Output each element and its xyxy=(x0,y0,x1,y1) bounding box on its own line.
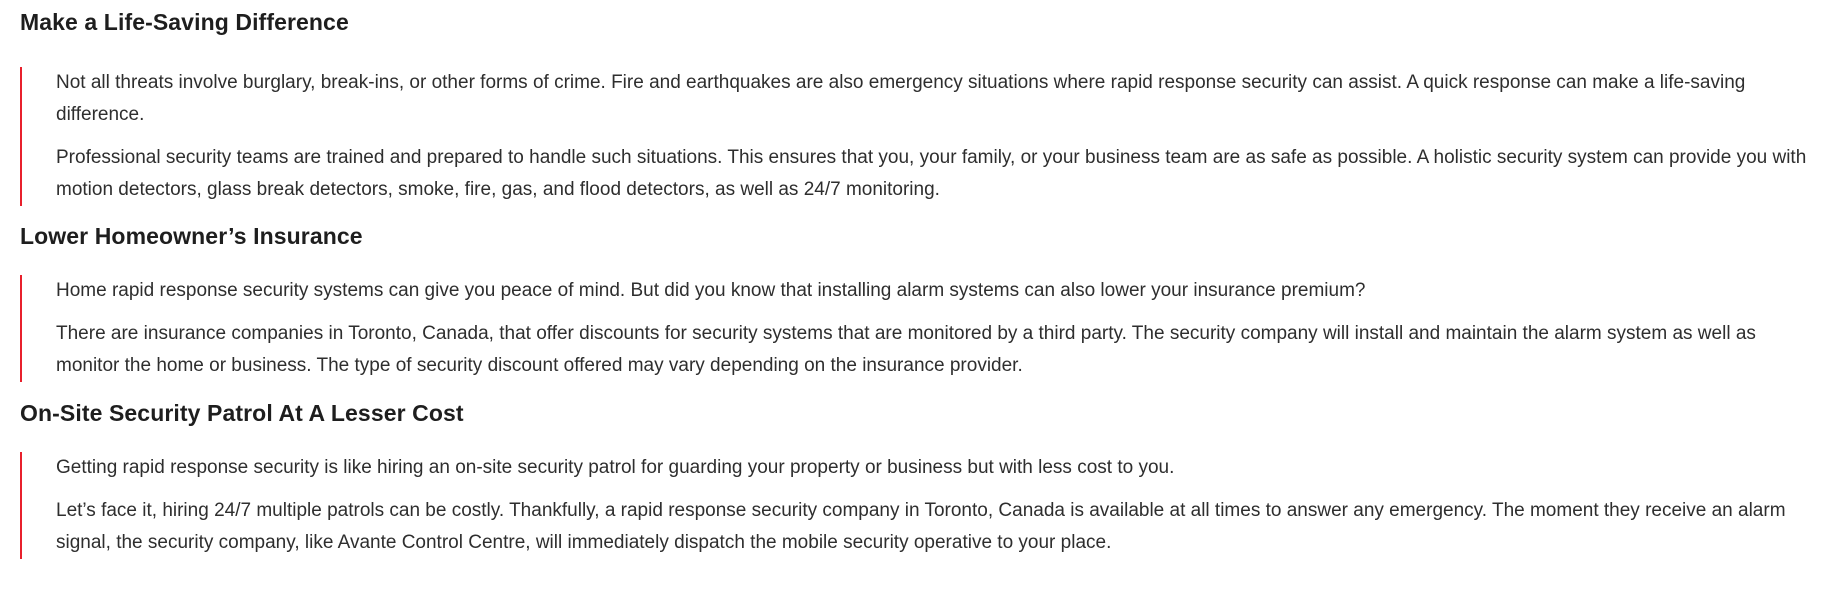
section-title-life-saving: Make a Life-Saving Difference xyxy=(20,9,349,35)
paragraph: Let’s face it, hiring 24/7 multiple patrols can be costly. Thankfully, a rapid response security company in Toronto, Canada is available at all times to answer any emergency. The moment they receive an alarm signal, the security company, like Avante Control Centre, will immediately dispatch the mobile security operative to your place. xyxy=(56,500,1786,553)
paragraph: Home rapid response security systems can give you peace of mind. But did you know that installing alarm systems can also lower your insurance premium? xyxy=(56,280,1366,301)
section-title-insurance: Lower Homeowner’s Insurance xyxy=(20,223,363,249)
paragraph: Professional security teams are trained and prepared to handle such situations. This ensures that you, your family, or your business team are as safe as possible. A holistic security system can provide you with motion detectors, glass break detectors, smoke, fire, gas, and flood detectors, as well as 24/7 monitoring. xyxy=(56,147,1807,200)
paragraph: Not all threats involve burglary, break-ins, or other forms of crime. Fire and earthquakes are also emergency situations where rapid response security can assist. A quick response can make a life-saving difference. xyxy=(56,72,1746,125)
blockquote-life-saving xyxy=(20,67,1810,206)
paragraph: Getting rapid response security is like hiring an on-site security patrol for guarding your property or business but with less cost to you. xyxy=(56,457,1175,478)
paragraph: There are insurance companies in Toronto, Canada, that offer discounts for security systems that are monitored by a third party. The security company will install and maintain the alarm system as well as monitor the home or business. The type of security discount offered may vary depending on the insurance provider. xyxy=(56,323,1756,376)
section-title-security-patrol: On-Site Security Patrol At A Lesser Cost xyxy=(20,400,464,426)
blockquote-insurance xyxy=(20,275,1810,382)
blockquote-security-patrol xyxy=(20,452,1810,559)
